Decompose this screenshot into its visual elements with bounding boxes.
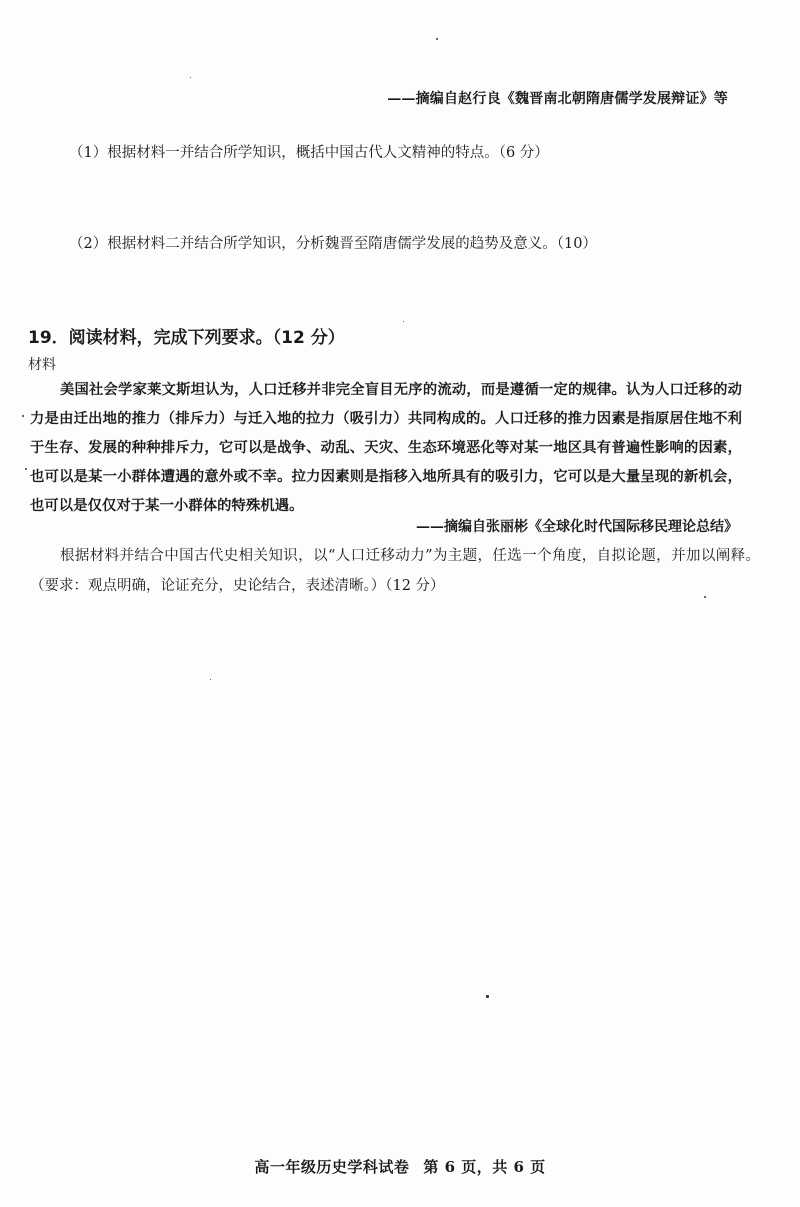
scan-speck <box>25 468 27 470</box>
material-paragraph: 美国社会学家莱文斯坦认为，人口迁移并非完全盲目无序的流动，而是遵循一定的规律。认为人口迁移的动力是由迁出地的推力（排斥力）与迁入地的拉力（吸引力）共同构成的。人口迁移的推力因素是指原居住地不利于生存、发展的种种排斥力，它可以是战争、动乱、天灾、生态环境恶化等对某一地区具有普遍性影响的因素，也可以是某一小群体遭遇的意外或不幸。拉力因素则是指移入地所具有的吸引力，它可以是大量呈现的新机会，也可以是仅仅对于某一小群体的特殊机遇。 <box>30 382 742 514</box>
material-2-source-citation: ——摘编自赵行良《魏晋南北朝隋唐儒学发展辩证》等 <box>387 91 728 107</box>
scan-speck <box>403 321 404 322</box>
scan-speck <box>436 38 438 40</box>
question-19-task: 根据材料并结合中国古代史相关知识，以“人口迁移动力”为主题，任选一个角度，自拟论题，并加以阐释。（要求：观点明确，论证充分，史论结合，表述清晰。）（12 分） <box>30 548 760 594</box>
scan-speck <box>704 596 706 598</box>
question-19-heading: 19．阅读材料，完成下列要求。（12 分） <box>28 328 345 348</box>
question-18-part-2: （2）根据材料二并结合所学知识，分析魏晋至隋唐儒学发展的趋势及意义。（10） <box>69 236 597 252</box>
scan-speck <box>486 995 489 998</box>
material-source-citation: ——摘编自张丽彬《全球化时代国际移民理论总结》 <box>416 519 738 535</box>
footer-exam-title: 高一年级历史学科试卷 <box>254 1158 410 1176</box>
scan-speck <box>190 77 191 78</box>
footer-page-number: 第 6 页，共 6 页 <box>423 1158 546 1176</box>
question-18-part-1: （1）根据材料一并结合所学知识，概括中国古代人文精神的特点。（6 分） <box>69 145 549 161</box>
scan-speck <box>210 679 211 680</box>
page-footer <box>0 1156 800 1177</box>
material-label: 材料 <box>28 357 56 373</box>
scan-speck <box>22 415 24 417</box>
